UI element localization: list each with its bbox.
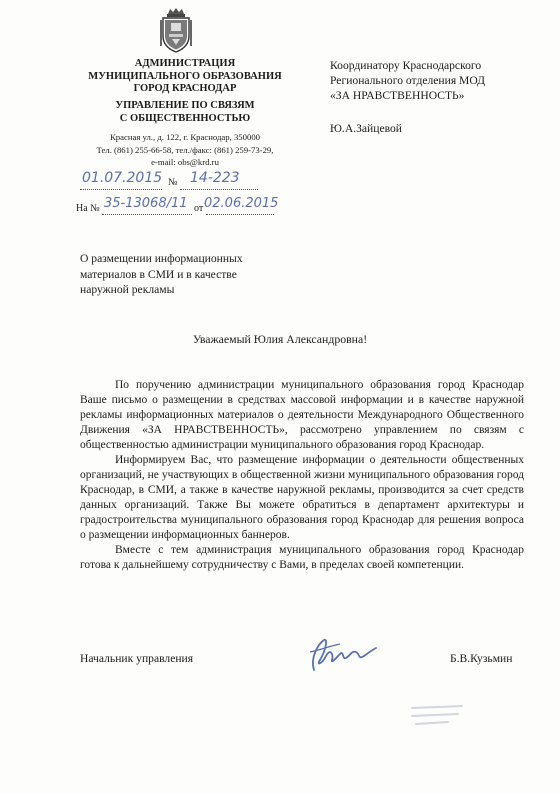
phones: Тел. (861) 255-66-58, тел./факс: (861) 259-73-29,: [96, 144, 274, 155]
body-paragraph: Вместе с тем администрация муниципального образования город Краснодар готова к дальнейшему сотрудничеству с Вами, в пределах своей компетенции.: [80, 544, 524, 571]
addressee-block: [330, 58, 555, 103]
body-paragraph: По поручению администрации муниципального образования город Краснодар Ваше письмо о размещении в средствах массовой информации и в качестве наружной рекламы информационных материалов о деятельности Международного Общественного Движения «ЗА НРАВСТВЕННОСТЬ», рассмотрено управлением по связям с общественностью администрации муниципального образования город Краснодар.: [80, 379, 524, 451]
reference-from-label: от: [194, 203, 204, 214]
org-line: АДМИНИСТРАЦИЯ: [134, 58, 236, 69]
signatory-name: Б.В.Кузьмин: [450, 652, 513, 665]
organization-name: [60, 58, 310, 96]
dept-line: УПРАВЛЕНИЕ ПО СВЯЗЯМ: [115, 100, 255, 111]
date-underline: [80, 189, 162, 190]
address: Красная ул., д. 122, г. Краснодар, 350000: [109, 132, 261, 142]
number-label: №: [168, 177, 178, 188]
email: e-mail: obs@krd.ru: [151, 157, 219, 167]
ref-number-underline: [102, 214, 192, 215]
contact-info: [60, 131, 310, 169]
handwritten-signature-icon: [300, 630, 380, 678]
dept-line: С ОБЩЕСТВЕННОСТЬЮ: [119, 112, 251, 124]
signatory-position: Начальник управления: [80, 652, 194, 665]
coat-of-arms-icon: [158, 6, 194, 54]
registration-number: 14-223: [190, 170, 240, 186]
addressee-line: Координатору Краснодарского: [330, 59, 482, 72]
number-underline: [180, 189, 258, 190]
subject-line: О размещении информационных: [80, 252, 243, 265]
reference-line: [76, 196, 280, 215]
letter-body: [80, 378, 524, 573]
department-name: [60, 100, 310, 125]
org-line: МУНИЦИПАЛЬНОГО ОБРАЗОВАНИЯ: [88, 70, 282, 82]
org-line: ГОРОД КРАСНОДАР: [133, 83, 237, 94]
reference-date: 02.06.2015: [204, 196, 279, 211]
letter-subject: [80, 251, 290, 298]
addressee-line: Регионального отделения МОД: [330, 74, 486, 87]
faint-stamp-icon: [408, 700, 468, 728]
body-paragraph: Информируем Вас, что размещение информации о деятельности общественных организаций, не участвующих в общественной жизни муниципального образования город Краснодар, в СМИ, а также в качестве наружной рекламы, производится за счет средств данных организаций. Также Вы можете обратиться в департамент архитектуры и градостроительства муниципального образования город Краснодар для решения вопроса о размещении информационных баннеров.: [80, 454, 524, 541]
subject-line: материалов в СМИ и в качестве: [80, 267, 237, 281]
addressee-line: «ЗА НРАВСТВЕННОСТЬ»: [330, 89, 465, 102]
reference-number: 35-13068/11: [104, 196, 188, 211]
registration-date-line: [80, 172, 260, 190]
reference-label: На №: [76, 203, 100, 214]
subject-line: наружной рекламы: [80, 283, 175, 297]
ref-date-underline: [206, 214, 274, 215]
registration-date: 01.07.2015: [82, 170, 163, 186]
addressee-name: Ю.А.Зайцевой: [330, 122, 402, 135]
greeting: Уважаемый Юлия Александровна!: [192, 332, 368, 346]
